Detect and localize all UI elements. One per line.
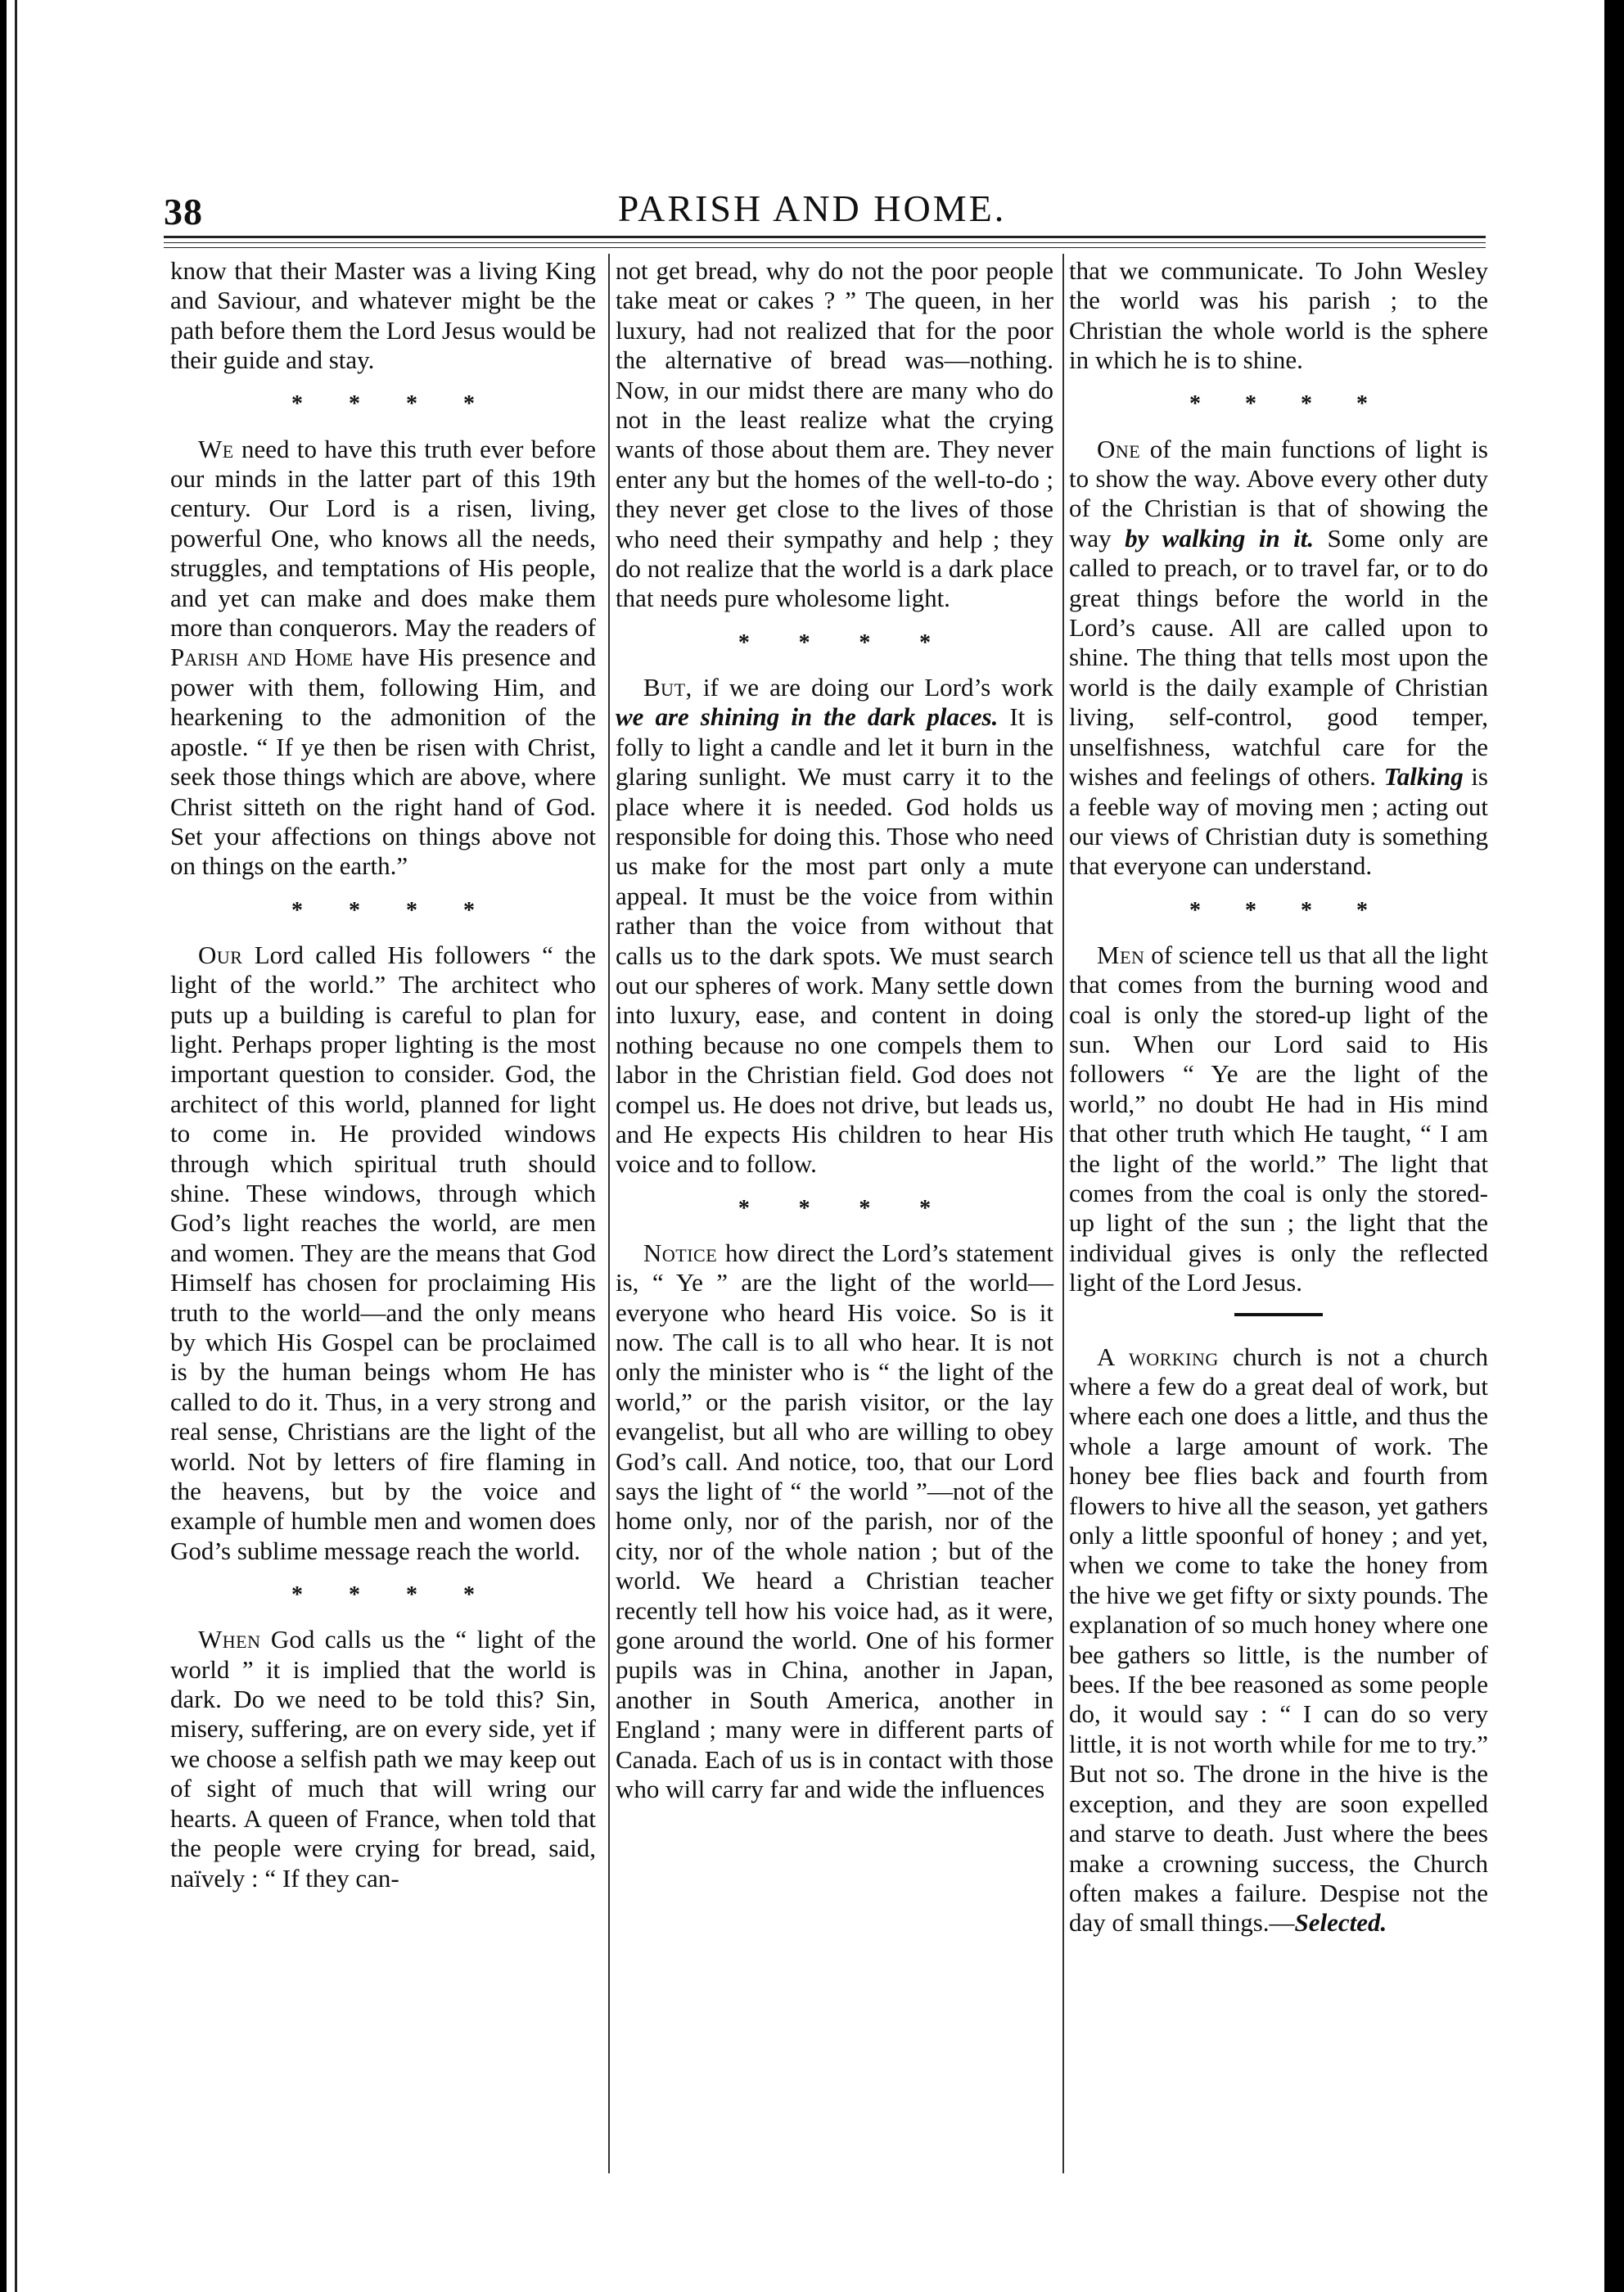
column-3	[1069, 256, 1488, 1938]
asterisk: *	[1245, 897, 1256, 923]
asterisk: *	[919, 629, 932, 656]
column-1	[170, 256, 596, 1893]
asterisk: *	[349, 391, 360, 417]
asterisk: *	[1301, 391, 1312, 417]
header-rule-thin	[164, 242, 1486, 243]
article-separator-rule	[1234, 1313, 1323, 1316]
lead-word: Notice	[643, 1238, 718, 1267]
section-separator	[1069, 882, 1488, 941]
emphasis: Talking	[1383, 762, 1464, 792]
section-separator	[170, 376, 596, 435]
scan-edge-right	[1604, 0, 1624, 2292]
header-rule-thin	[164, 247, 1486, 248]
header-rule-thick	[164, 236, 1486, 238]
asterisk: *	[463, 1582, 475, 1608]
paragraph-continuation: not get bread, why do not the poor people take meat or cakes ? ” The queen, in her luxury, had not realized that for the poor the alternative of bread was—nothing. Now, in our midst there are many who do not in the least realize what the crying wants of those about them are. They never enter any but the homes of the well-to-do ; they never get close to the lives of those who need their sympathy and help ; they do not realize that the world is a dark place that needs pure wholesome light.	[616, 256, 1053, 613]
paragraph-continuation: that we communicate. To John Wesley the world was his parish ; to the Christian the whole world is the sphere in which he is to shine.	[1069, 256, 1488, 375]
asterisk: *	[1356, 897, 1368, 923]
lead-word: A working	[1097, 1342, 1219, 1371]
asterisk: *	[291, 1582, 303, 1608]
paragraph: A working church is not a church where a few do a great deal of work, but where each one does a little, and thus the whole a large amount of work. The honey bee flies back and fourth from flowers to hive all the season, yet gathers only a little spoonful of honey ; and yet, when we come to take the honey from the hive we get fifty or sixty pounds. The explanation of so much honey where one bee gathers so little, is the number of bees. If the bee reasoned as some people do, it would say : “ I can do so very little, it is not worth while for me to try.” But not so. The drone in the hive is the exception, and they are soon expelled and starve to death. Just where the bees make a crowning success, the Church often makes a failure. Despise not the day of small things.—Selected.	[1069, 1342, 1489, 1938]
asterisk: *	[349, 1582, 360, 1608]
column-divider	[1062, 254, 1064, 2173]
asterisk: *	[463, 897, 475, 923]
asterisk: *	[1245, 391, 1256, 417]
scan-edge-left	[0, 0, 7, 2292]
asterisk: *	[738, 1195, 750, 1221]
lead-word: Our	[198, 940, 243, 969]
running-title: PARISH AND HOME.	[617, 187, 1007, 229]
asterisk: *	[919, 1195, 932, 1221]
paragraph: One of the main functions of light is to show the way. Above every other duty of the Christian is that of showing the way by walking in it. Some only are called to preach, or to travel far, or to do great things before the world in the Lord’s cause. All are called upon to shine. The thing that tells most upon the world is the daily example of Christian living, self-control, good temper, unselfishness, watchful care for the wishes and feelings of others. Talking is a feeble way of moving men ; acting out our views of Christian duty is something that everyone can understand.	[1069, 434, 1488, 881]
lead-word: We	[198, 434, 234, 463]
lead-word: Men	[1097, 940, 1145, 969]
paragraph: We need to have this truth ever before our minds in the latter part of this 19th century. Our Lord is a risen, living, powerful One, who knows all the needs, struggles, and temptations of His people, and yet can make and does make them more than conquerors. May the readers of Parish and Home have His presence and power with them, following Him, and hearkening to the admonition of the apostle. “ If ye then be risen with Christ, seek those things which are above, where Christ sitteth on the right hand of God. Set your affections on things above not on things on the earth.”	[170, 434, 596, 881]
paragraph: Notice how direct the Lord’s statement is, “ Ye ” are the light of the world—everyone who heard His voice. So is it now. The call is to all who hear. It is not only the minister who is “ the light of the world,” or the parish visitor, or the lay evangelist, but all who are willing to obey God’s call. And notice, too, that our Lord says the light of “ the world ”—not of the home only, nor of the parish, nor of the city, nor of the whole nation ; but of the world. We heard a Christian teacher recently tell how his voice had, as it were, gone around the world. One of his former pupils was in China, another in Japan, another in South America, another in England ; many were in different parts of Canada. Each of us is in contact with those who will carry far and wide the influences	[616, 1238, 1053, 1804]
asterisk: *	[1189, 391, 1201, 417]
page-number: 38	[164, 191, 203, 232]
paragraph: But, if we are doing our Lord’s work we are shining in the dark places. It is folly to light a candle and let it burn in the glaring sunlight. We must carry it to the place where it is needed. God holds us responsible for doing this. Those who need us make for the most part only a mute appeal. It must be the voice from within rather than the voice from without that calls us to the dark spots. We must search out our spheres of work. Many settle down into luxury, ease, and content in doing nothing because no one compels them to labor in the Christian field. God does not compel us. He does not drive, but leads us, and He expects His children to hear His voice and to follow.	[616, 672, 1053, 1179]
asterisk: *	[349, 897, 360, 923]
asterisk: *	[406, 391, 417, 417]
asterisk: *	[291, 897, 303, 923]
section-separator	[170, 1566, 596, 1625]
column-divider	[608, 254, 610, 2173]
column-2	[616, 256, 1053, 1805]
asterisk: *	[798, 1195, 810, 1221]
paragraph: Our Lord called His followers “ the light of the world.” The architect who puts up a building is careful to plan for light. Perhaps proper lighting is the most important question to consider. God, the architect of this world, planned for light to come in. He provided windows through which spiritual truth should shine. These windows, through which God’s light reaches the world, are men and women. They are the means that God Himself has chosen for proclaiming His truth to the world—and the only means by which His Gospel can be proclaimed is by the human beings whom He has called to do it. Thus, in a very strong and real sense, Christians are the light of the world. Not by letters of fire flaming in the heavens, but by the voice and example of humble men and women does God’s sublime message reach the world.	[170, 940, 596, 1565]
asterisk: *	[859, 1195, 871, 1221]
paragraph-continuation: know that their Master was a living King and Saviour, and whatever might be the path before them the Lord Jesus would be their guide and stay.	[170, 256, 596, 375]
lead-word: When	[198, 1625, 261, 1654]
magazine-name: Parish and Home	[170, 643, 354, 672]
asterisk: *	[291, 391, 303, 417]
asterisk: *	[406, 1582, 417, 1608]
asterisk: *	[406, 897, 417, 923]
asterisk: *	[463, 391, 475, 417]
attribution: Selected.	[1294, 1908, 1387, 1938]
paragraph: Men of science tell us that all the light that comes from the burning wood and coal is only the stored-up light of the sun. When our Lord said to His followers “ Ye are the light of the world,” no doubt He had in His mind that other truth which He taught, “ I am the light of the world.” The light that comes from the coal is only the stored-up light of the sun ; the light that the individual gives is only the reflected light of the Lord Jesus.	[1069, 940, 1488, 1297]
section-separator	[170, 882, 596, 941]
paragraph: When God calls us the “ light of the world ” it is implied that the world is dark. Do we need to be told this? Sin, misery, suffering, are on every side, yet if we choose a selfish path we may keep out of sight of much that will wring our hearts. A queen of France, when told that the people were crying for bread, said, naïvely : “ If they can-	[170, 1625, 596, 1893]
lead-word: One	[1097, 434, 1141, 463]
section-separator	[1069, 376, 1488, 435]
asterisk: *	[1301, 897, 1312, 923]
emphasis: we are shining in the dark places.	[616, 702, 999, 732]
section-separator	[616, 1180, 1053, 1238]
asterisk: *	[1189, 897, 1201, 923]
emphasis: by walking in it.	[1125, 523, 1315, 553]
asterisk: *	[859, 629, 871, 656]
asterisk: *	[798, 629, 810, 656]
lead-word: But,	[643, 672, 692, 702]
asterisk: *	[738, 629, 750, 656]
section-separator	[616, 614, 1053, 673]
asterisk: *	[1356, 391, 1368, 417]
scan-edge-line	[15, 0, 17, 2292]
